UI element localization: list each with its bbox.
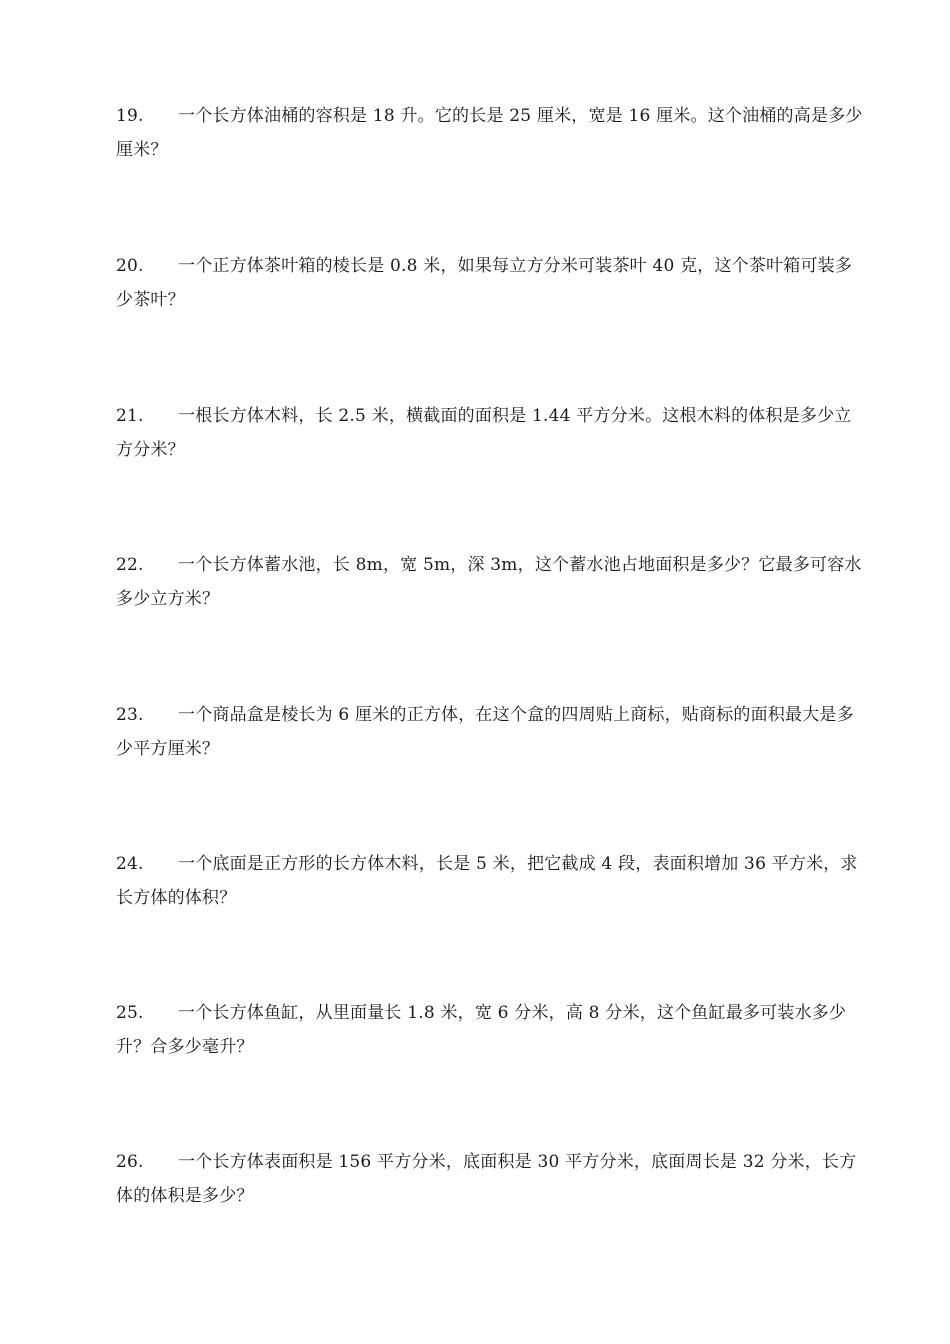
problem-text: 一个长方体蓄水池，长 8m，宽 5m，深 3m，这个蓄水池占地面积是多少？它最多可容水多少立方米？ xyxy=(116,555,862,609)
problem-number: 24. xyxy=(116,854,144,874)
problem-number: 25. xyxy=(116,1003,144,1023)
problem-number: 22. xyxy=(116,555,144,575)
problem-text: 一个商品盒是棱长为 6 厘米的正方体，在这个盒的四周贴上商标，贴商标的面积最大是多少平方厘米？ xyxy=(116,705,854,759)
problem-number: 21. xyxy=(116,406,144,426)
problem-text: 一个正方体茶叶箱的棱长是 0.8 米，如果每立方分米可装茶叶 40 克，这个茶叶箱可装多少茶叶？ xyxy=(116,256,853,310)
problem-text: 一个长方体油桶的容积是 18 升。它的长是 25 厘米，宽是 16 厘米。这个油桶的高是多少厘米？ xyxy=(116,106,863,160)
problem-26 xyxy=(116,1145,864,1213)
problem-23 xyxy=(116,698,864,766)
problem-number: 23. xyxy=(116,705,144,725)
problem-text: 一个长方体表面积是 156 平方分米，底面积是 30 平方分米，底面周长是 32 分米，长方体的体积是多少？ xyxy=(116,1152,857,1206)
problem-number: 19. xyxy=(116,106,144,126)
problem-21 xyxy=(116,399,864,467)
problem-number: 20. xyxy=(116,256,144,276)
problem-22 xyxy=(116,548,864,616)
problem-text: 一个长方体鱼缸，从里面量长 1.8 米，宽 6 分米，高 8 分米，这个鱼缸最多可装水多少升？合多少毫升？ xyxy=(116,1003,847,1057)
problem-20 xyxy=(116,249,864,317)
problem-19 xyxy=(116,99,864,167)
problem-24 xyxy=(116,847,864,915)
problem-25 xyxy=(116,996,864,1064)
problem-number: 26. xyxy=(116,1152,144,1172)
problem-text: 一个底面是正方形的长方体木料，长是 5 米，把它截成 4 段，表面积增加 36 平方米，求长方体的体积？ xyxy=(116,854,858,908)
problem-text: 一根长方体木料，长 2.5 米，横截面的面积是 1.44 平方分米。这根木料的体积是多少立方分米？ xyxy=(116,406,852,460)
